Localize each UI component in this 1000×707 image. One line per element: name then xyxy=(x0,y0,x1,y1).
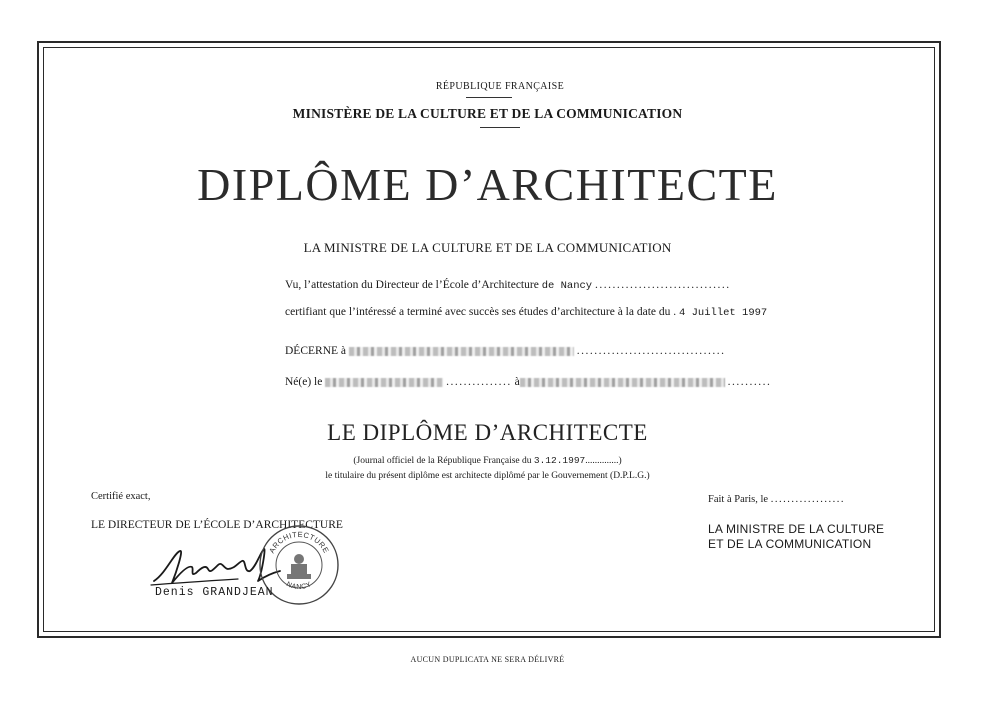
issuer-line: LA MINISTRE DE LA CULTURE ET DE LA COMMUNICATION xyxy=(303,240,672,255)
seal-text-bottom: NANCY xyxy=(285,581,313,591)
republique-heading: RÉPUBLIQUE FRANÇAISE xyxy=(435,81,565,92)
decerne-label: DÉCERNE à xyxy=(285,345,347,357)
footer-notice: AUCUN DUPLICATA NE SERA DÉLIVRÉ xyxy=(410,655,565,664)
signer-name: Denis GRANDJEAN xyxy=(155,586,274,599)
vu-label: Vu, l’attestation du Directeur de l’École d’Architecture xyxy=(285,279,539,291)
ministre-signature-line-2: ET DE LA COMMUNICATION xyxy=(708,537,872,551)
certifie-label: Certifié exact, xyxy=(91,491,151,502)
ministre-signature-line-1: LA MINISTRE DE LA CULTURE xyxy=(708,522,885,536)
document-title: DIPLÔME D’ARCHITECTE xyxy=(197,159,778,210)
vu-value: de Nancy xyxy=(541,280,593,292)
fait-dots: .................. xyxy=(770,494,845,505)
journal-date: 3.12.1997 xyxy=(533,455,586,466)
decerne-line xyxy=(285,345,726,357)
redacted-birthplace xyxy=(520,378,725,387)
diploma-title: LE DIPLÔME D’ARCHITECTE xyxy=(327,420,648,445)
decerne-dots: .................................. xyxy=(576,345,726,357)
journal-prefix: (Journal officiel de la République Française du xyxy=(353,456,532,466)
divider xyxy=(466,97,512,98)
vu-line xyxy=(285,279,731,292)
svg-text:NANCY xyxy=(285,581,313,591)
divider xyxy=(480,127,520,128)
ne-line xyxy=(285,376,771,388)
fait-line xyxy=(708,494,845,505)
certifiant-label: certifiant que l’intéressé a terminé avec succès ses études d’architecture à la date du xyxy=(285,306,671,318)
journal-suffix: ..............) xyxy=(585,456,622,466)
directeur-label: LE DIRECTEUR DE L’ÉCOLE D’ARCHITECTURE xyxy=(91,519,343,531)
redacted-birthdate xyxy=(325,378,443,387)
certifiant-value: 4 Juillet 1997 xyxy=(679,307,768,319)
certifiant-lead: . xyxy=(673,306,680,318)
ne-label: Né(e) le xyxy=(285,376,323,388)
journal-line xyxy=(0,455,975,466)
vu-dots: ............................... xyxy=(594,279,731,291)
ministere-heading: MINISTÈRE DE LA CULTURE ET DE LA COMMUNICATION xyxy=(292,106,683,121)
a-dots: .......... xyxy=(727,376,772,388)
ne-dots: ............... xyxy=(446,376,512,388)
redacted-name xyxy=(349,347,574,356)
titulaire-line: le titulaire du présent diplôme est architecte diplômé par le Gouvernement (D.P.L.G.) xyxy=(325,471,650,481)
fait-label: Fait à Paris, le xyxy=(708,494,769,505)
a-label: à xyxy=(514,376,520,388)
seal-text-top: ARCHITECTURE xyxy=(267,529,331,555)
certifiant-line xyxy=(285,306,767,319)
